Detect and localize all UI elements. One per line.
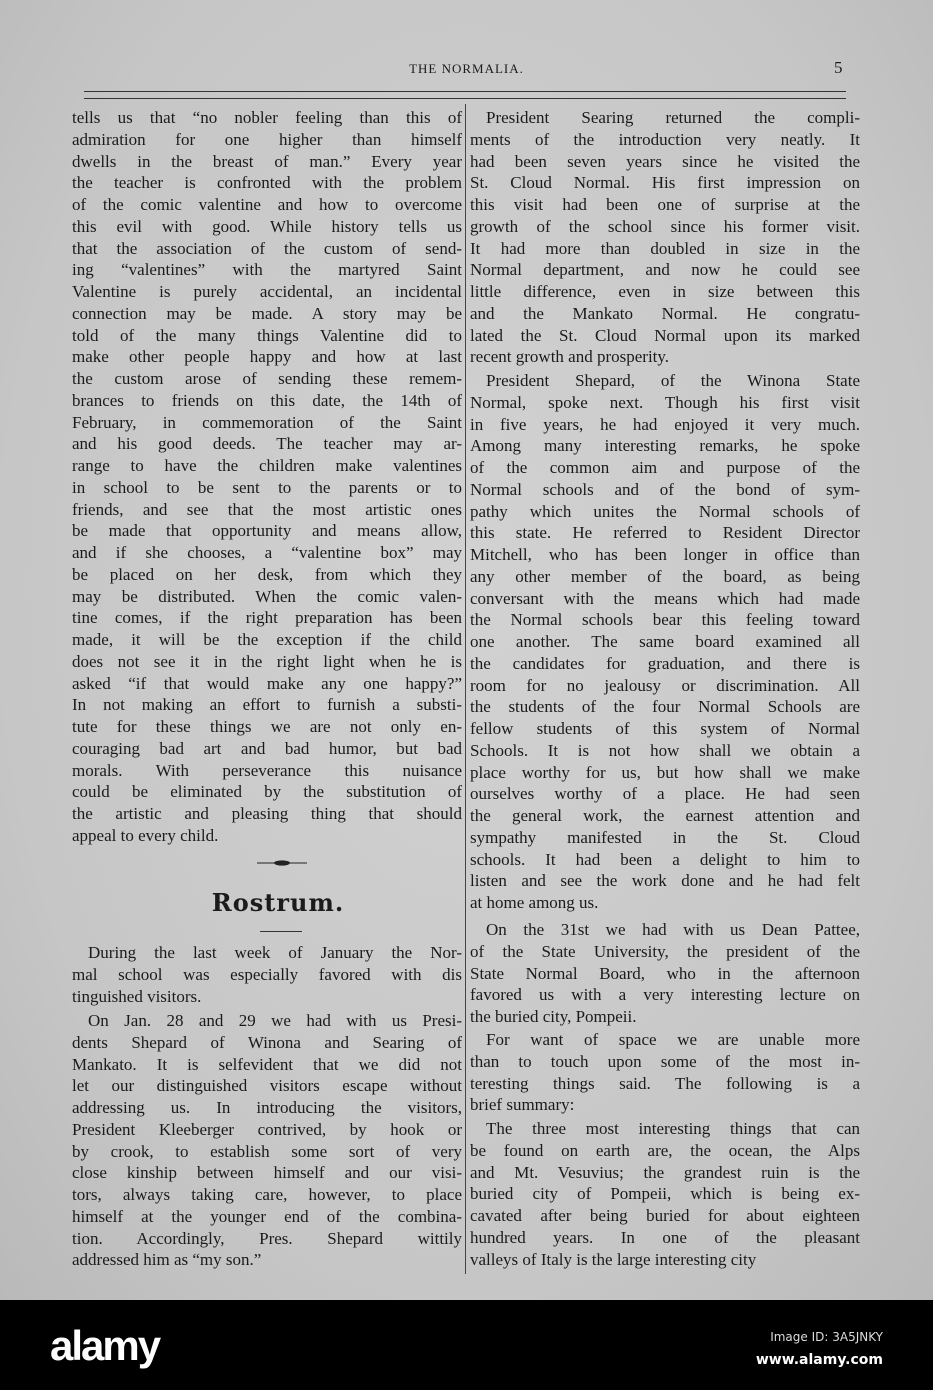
text-line: had been seven years since he visited the [470,151,860,171]
text-line: and his good deeds. The teacher may ar- [72,434,462,454]
text-line: than to touch upon some of the most in- [470,1051,860,1071]
text-line: be found on earth are, the ocean, the Alps [470,1140,860,1160]
text-line: cavated after being buried for about eighteen [470,1206,860,1225]
text-line: ing “valentines” with the martyred Saint [72,260,462,280]
text-line: Mitchell, who has been longer in office than [470,545,860,564]
text-line: of the comic valentine and how to overcome [72,195,462,214]
text-line: admiration for one higher than himself [72,129,462,149]
text-line: be placed on her desk, from which they [72,564,462,584]
text-line: teresting things said. The following is a [470,1073,860,1093]
watermark-footer [0,1300,933,1390]
paragraph [72,942,462,1007]
text-line: addressed him as “my son.” [72,1250,262,1270]
text-line: dwells in the breast of man.” Every year [72,151,462,171]
page-number: 5 [834,58,843,77]
text-line: let our distinguished visitors escape without [72,1076,462,1096]
paragraph [72,107,462,847]
text-line: lated the St. Cloud Normal upon its marked [470,325,860,345]
paragraph [470,107,860,368]
text-line: On the 31st we had with us Dean Pattee, [486,920,860,939]
text-line: the artistic and pleasing thing that should [72,804,462,823]
text-line: this evil with good. While history tells us [72,216,462,236]
text-line: and the Mankato Normal. He congratu- [470,303,860,323]
alamy-logo: alamy [50,1322,160,1369]
text-line: this state. He referred to Resident Director [470,523,860,543]
running-title: THE NORMALIA. [409,61,524,76]
text-line: in school to be sent to the parents or to [72,477,462,497]
text-line: State Normal Board, who in the afternoon [470,963,860,983]
text-line: himself at the younger end of the combina- [72,1206,462,1226]
text-line: range to have the children make valentines [72,456,462,475]
section-heading: Rostrum. [211,888,345,917]
text-line: President Kleeberger contrived, by hook or [72,1119,462,1139]
text-line: Schools. It is not how shall we obtain a [470,740,860,760]
text-line: Among many interesting remarks, he spoke [470,436,860,456]
column-divider [465,104,466,1274]
text-line: the custom arose of sending these remem- [72,369,462,388]
header-rule [84,98,846,99]
text-line: mal school was especially favored with dis [72,964,462,984]
ornament-divider [257,860,307,866]
image-id: Image ID: 3A5JNKY [770,1330,883,1344]
website-url: www.alamy.com [755,1352,883,1368]
text-line: favored us with a very interesting lecture on [470,985,860,1005]
text-line: February, in commemoration of the Saint [72,412,462,432]
text-line: the students of the four Normal Schools are [470,697,860,717]
text-line: the general work, the earnest attention and [470,806,860,825]
text-line: that the association of the custom of send- [72,238,462,258]
text-line: friends, and see that the most artistic ones [72,499,462,519]
text-line: asked “if that would make any one happy?” [72,673,462,693]
text-line: the candidates for graduation, and there is [470,653,860,673]
text-line: growth of the school since his former visit. [470,216,860,236]
text-line: one another. The same board examined all [470,632,860,651]
text-line: Normal, spoke next. Though his first visit [470,392,860,412]
text-line: ments of the introduction very neatly. It [470,129,860,149]
text-line: fellow students of this system of Normal [470,719,860,738]
text-line: It had more than doubled in size in the [470,238,860,258]
text-line: recent growth and prosperity. [470,347,670,367]
text-line: Normal department, and now he could see [470,260,860,280]
text-line: place worthy for us, but how shall we make [470,762,860,782]
text-line: and Mt. Vesuvius; the grandest ruin is the [470,1162,860,1182]
text-line: at home among us. [470,893,599,912]
text-line: Normal schools and of the bond of sym- [470,479,860,499]
text-line: make other people happy and how at last [72,347,462,367]
text-line: could be eliminated by the substitution of [72,782,462,802]
text-line: the buried city, Pompeii. [470,1007,637,1026]
text-line: brief summary: [470,1095,575,1115]
text-line: tors, always taking care, however, to place [72,1185,462,1204]
text-line: of the common aim and purpose of the [470,458,860,477]
text-line: be made that opportunity and means allow, [72,521,462,541]
text-line: any other member of the board, as being [470,566,860,586]
text-line: in five years, he had enjoyed it very much. [470,414,860,434]
text-line: schools. It had been a delight to him to [470,849,860,869]
text-line: conversant with the means which had made [470,588,860,608]
text-line: tinguished visitors. [72,986,202,1006]
text-line: told of the many things Valentine did to [72,325,462,345]
heading-rule [260,931,302,932]
text-line: dents Shepard of Winona and Searing of [72,1032,462,1052]
text-line: couraging bad art and bad humor, but bad [72,738,462,758]
text-line: little difference, even in size between this [470,282,860,301]
text-line: tute for these things we are not only en- [72,717,462,736]
text-line: connection may be made. A story may be [72,303,462,323]
text-line: pathy which unites the Normal schools of [470,501,860,521]
text-line: tells us that “no nobler feeling than this of [72,108,462,127]
paragraph [72,1010,462,1271]
text-line: the Normal schools bear this feeling toward [470,610,860,630]
text-line: tine comes, if the right preparation has been [72,608,462,628]
text-line: St. Cloud Normal. His first impression on [470,173,860,193]
text-line: does not see it in the right light when he is [72,651,462,671]
text-line: Mankato. It is selfevident that we did not [72,1054,462,1074]
text-line: may be distributed. When the comic valen- [72,586,462,606]
header-rule [84,91,846,92]
text-line: On Jan. 28 and 29 we had with us Presi- [88,1011,462,1030]
text-line: appeal to every child. [72,825,219,845]
paragraph [470,1029,860,1116]
text-line: President Shepard, of the Winona State [486,371,860,390]
text-line: sympathy manifested in the St. Cloud [470,827,860,847]
text-line: the teacher is confronted with the problem [72,173,462,193]
text-line: listen and see the work done and he had felt [470,871,860,891]
text-line: this visit had been one of surprise at the [470,195,860,214]
text-line: For want of space we are unable more [486,1030,860,1049]
text-line: and if she chooses, a “valentine box” may [72,543,462,562]
text-line: buried city of Pompeii, which is being ex- [470,1184,860,1204]
text-line: morals. With perseverance this nuisance [72,760,462,780]
text-line: made, it will be the exception if the child [72,630,462,649]
text-line: close kinship between himself and our visi- [72,1163,462,1183]
paragraph [470,1118,860,1270]
text-line: valleys of Italy is the large interesting city [470,1249,757,1269]
text-line: brances to friends on this date, the 14th of [72,390,462,410]
text-line: addressing us. In introducing the visitors, [72,1098,462,1117]
text-line: room for no jealousy or discrimination. All [470,675,860,695]
paragraph [470,370,860,914]
text-line: tion. Accordingly, Pres. Shepard wittily [72,1228,462,1248]
text-line: The three most interesting things that can [486,1119,860,1138]
text-line: President Searing returned the compli- [486,108,860,127]
text-line: of the State University, the president of the [470,941,860,961]
paragraph [470,919,860,1028]
text-line: hundred years. In one of the pleasant [470,1227,860,1247]
text-line: ourselves worthy of a place. He had seen [470,784,860,804]
text-line: During the last week of January the Nor- [88,943,462,962]
text-line: by crook, to establish some sort of very [72,1141,462,1161]
text-line: Valentine is purely accidental, an incidental [72,282,462,301]
text-line: In not making an effort to furnish a substi- [72,695,462,715]
